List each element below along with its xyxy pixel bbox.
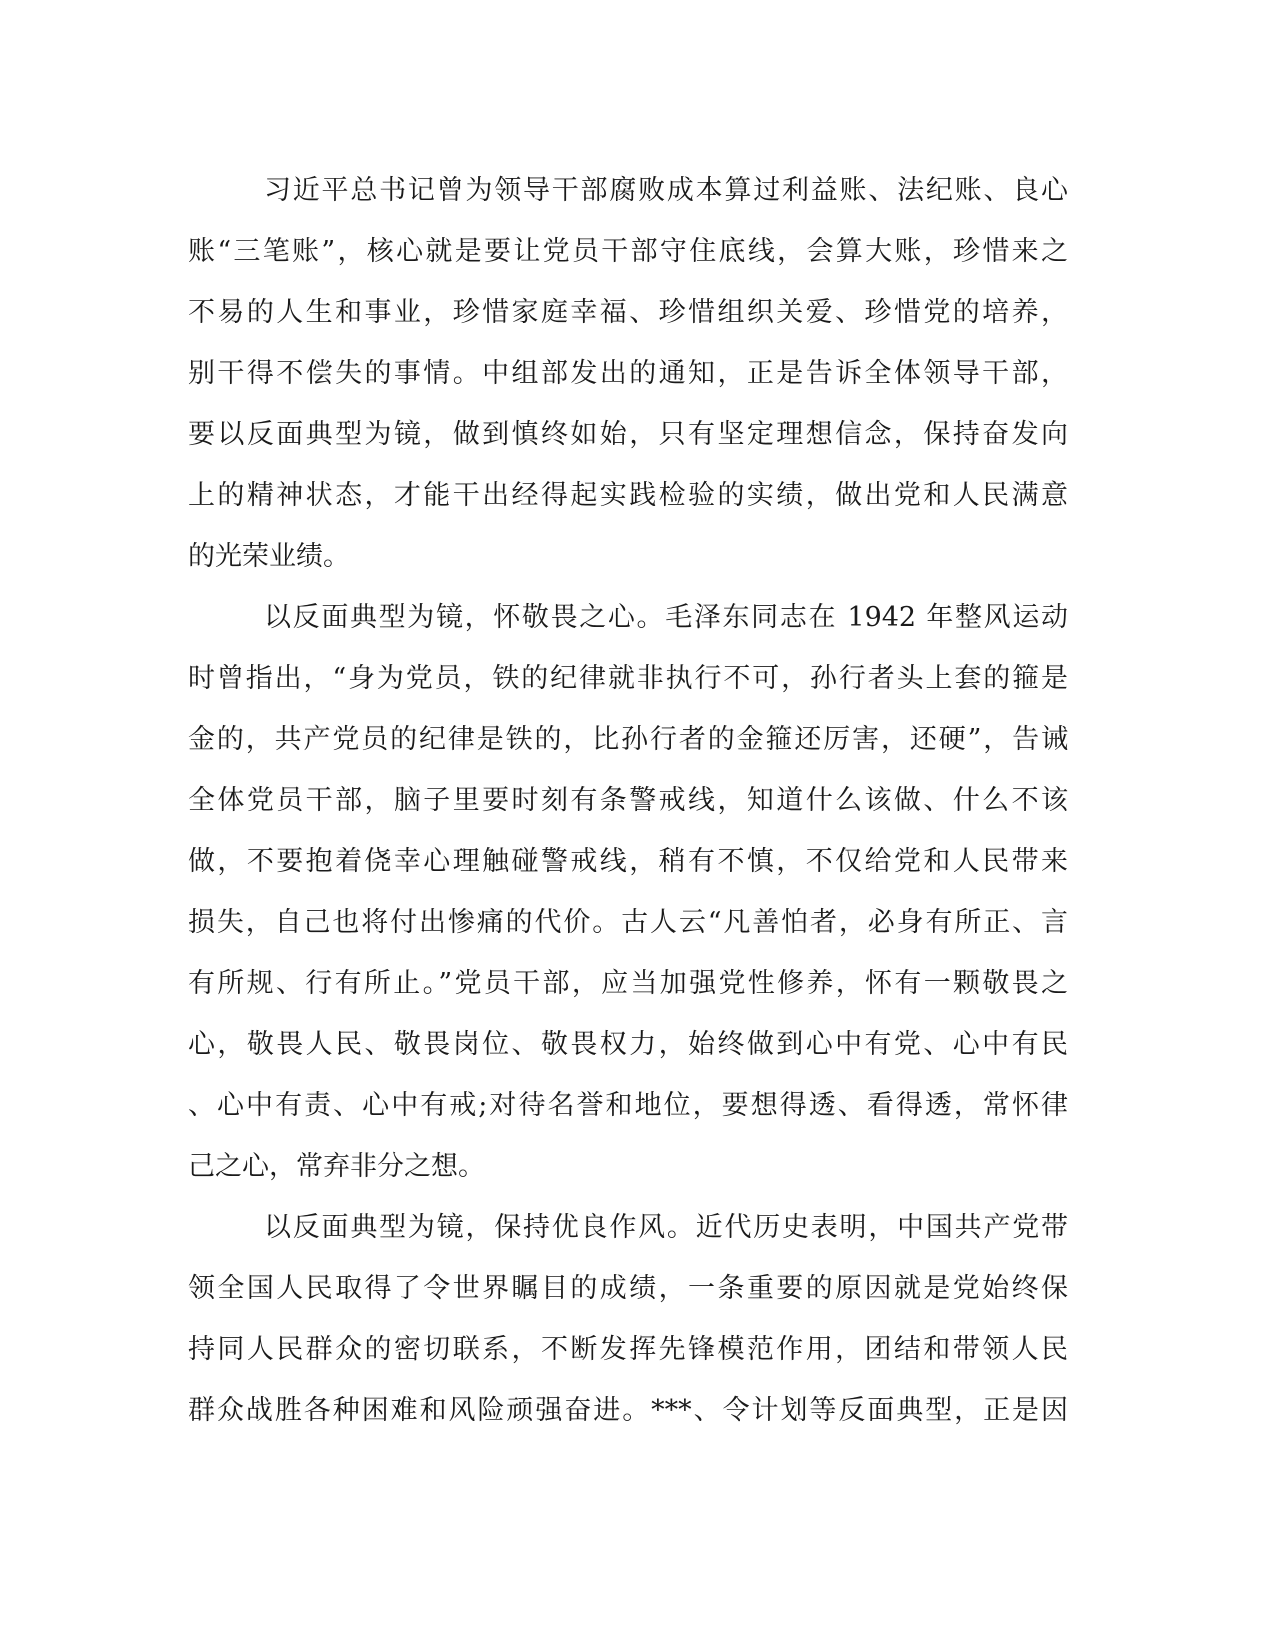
text-line: 的光荣业绩。 xyxy=(188,541,350,572)
text-line: 不易的人生和事业，珍惜家庭幸福、珍惜组织关爱、珍惜党的培养， xyxy=(188,297,1068,328)
text-line: 心，敬畏人民、敬畏岗位、敬畏权力，始终做到心中有党、心中有民 xyxy=(188,1029,1068,1060)
document-body xyxy=(188,160,1068,1441)
text-line: 全体党员干部，脑子里要时刻有条警戒线，知道什么该做、什么不该 xyxy=(188,785,1068,816)
text-line: 账“三笔账”，核心就是要让党员干部守住底线，会算大账，珍惜来之 xyxy=(188,236,1068,267)
text-line: 损失，自己也将付出惨痛的代价。古人云“凡善怕者，必身有所正、言 xyxy=(188,907,1068,938)
text-line: 习近平总书记曾为领导干部腐败成本算过利益账、法纪账、良心 xyxy=(264,175,1068,206)
paragraph-1 xyxy=(188,160,1068,587)
text-line: 别干得不偿失的事情。中组部发出的通知，正是告诉全体领导干部， xyxy=(188,358,1068,389)
text-line: 上的精神状态，才能干出经得起实践检验的实绩，做出党和人民满意 xyxy=(188,480,1068,511)
text-line: 做，不要抱着侥幸心理触碰警戒线，稍有不慎，不仅给党和人民带来 xyxy=(188,846,1068,877)
paragraph-3 xyxy=(188,1197,1068,1441)
text-line: 以反面典型为镜，保持优良作风。近代历史表明，中国共产党带 xyxy=(264,1212,1068,1243)
text-line: 领全国人民取得了令世界瞩目的成绩，一条重要的原因就是党始终保 xyxy=(188,1273,1068,1304)
text-line: 以反面典型为镜，怀敬畏之心。毛泽东同志在 1942 年整风运动 xyxy=(264,602,1068,633)
paragraph-2 xyxy=(188,587,1068,1197)
text-line: 时曾指出，“身为党员，铁的纪律就非执行不可，孙行者头上套的箍是 xyxy=(188,663,1068,694)
text-line: 要以反面典型为镜，做到慎终如始，只有坚定理想信念，保持奋发向 xyxy=(188,419,1068,450)
text-line: 群众战胜各种困难和风险顽强奋进。***、令计划等反面典型，正是因 xyxy=(188,1395,1068,1426)
text-line: 、心中有责、心中有戒;对待名誉和地位，要想得透、看得透，常怀律 xyxy=(188,1090,1068,1121)
text-line: 持同人民群众的密切联系，不断发挥先锋模范作用，团结和带领人民 xyxy=(188,1334,1068,1365)
text-line: 有所规、行有所止。”党员干部，应当加强党性修养，怀有一颗敬畏之 xyxy=(188,968,1068,999)
text-line: 己之心，常弃非分之想。 xyxy=(188,1151,485,1182)
text-line: 金的，共产党员的纪律是铁的，比孙行者的金箍还厉害，还硬”，告诫 xyxy=(188,724,1068,755)
